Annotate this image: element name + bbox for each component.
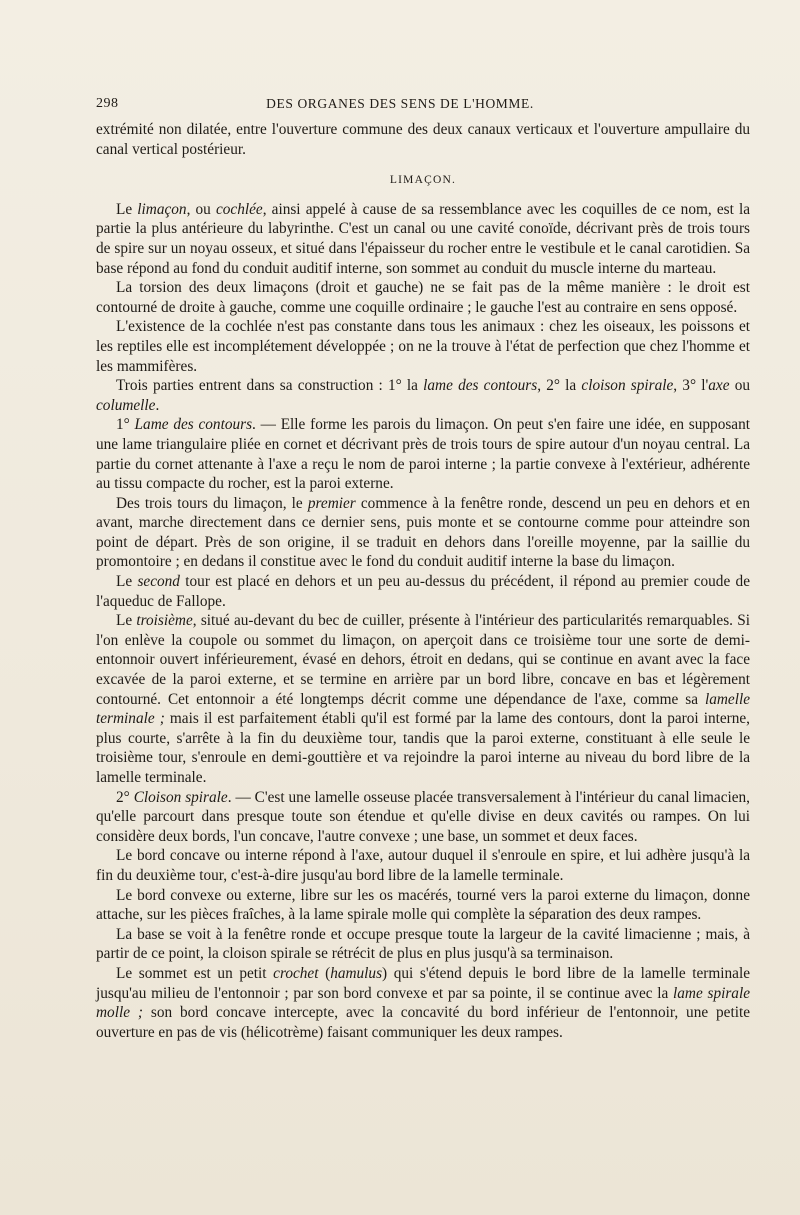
paragraph-torsion: La torsion des deux limaçons (droit et gauche) ne se fait pas de la même manière : le droit est contourné de droite à gauche, comme une coquille ordinaire ; le gauche l'est au contraire en sens opposé. bbox=[96, 279, 750, 316]
paragraph-cloison-spirale: 2° Cloison spirale. — C'est une lamelle osseuse placée transversalement à l'intérieur du canal limacien, qu'elle parcourt dans presque toute son étendue et qu'elle divise en deux cavités ou rampes. On lui considère deux bords, l'un concave, l'autre convexe ; une base, un sommet et deux faces. bbox=[96, 788, 750, 845]
paragraph-troisieme-tour: Le troisième, situé au-devant du bec de cuiller, présente à l'intérieur des particularités remarquables. Si l'on enlève la coupole ou sommet du limaçon, on aperçoit dans ce troisième tour une sorte de demi-entonnoir ouvert inférieurement, évasé en dehors, étroit en dedans, qui se continue en avant avec la face excavée de la paroi externe, et se termine en arrière par un bord libre, concave en bas et légèrement contourné. Cet entonnoir a été longtemps décrit comme une dépendance de l'axe, comme sa lamelle terminale ; mais il est parfaitement établi qu'il est formé par la lame des contours, dont la paroi interne, plus courte, s'arrête à la fin du deuxième tour, tandis que la paroi externe, constituant à elle seule le troisième tour, s'enroule en demi-gouttière et va rejoindre la paroi interne au niveau du bord libre de la lamelle terminale. bbox=[96, 612, 751, 786]
page-number: 298 bbox=[96, 96, 119, 111]
intro-paragraph: extrémité non dilatée, entre l'ouverture commune des deux canaux verticaux et l'ouverture ampullaire du canal vertical postérieur. bbox=[96, 121, 750, 158]
page-body bbox=[96, 120, 750, 1042]
paragraph-lame-des-contours: 1° Lame des contours. — Elle forme les parois du limaçon. On peut s'en faire une idée, en supposant une lame triangulaire pliée en cornet et décrivant près de trois tours de spire autour d'un noyau central. La partie du cornet attenante à l'axe a reçu le nom de paroi interne ; la partie convexe à l'extérieur, adhérente au tissu compacte du rocher, est la paroi externe. bbox=[96, 416, 750, 493]
paragraph-bord-convexe: Le bord convexe ou externe, libre sur les os macérés, tourné vers la paroi externe du limaçon, donne attache, sur les pièces fraîches, à la lame spirale molle qui complète la séparation des deux rampes. bbox=[96, 886, 750, 924]
running-title: DES ORGANES DES SENS DE L'HOMME. bbox=[266, 96, 534, 111]
page-header bbox=[96, 96, 704, 116]
paragraph-base: La base se voit à la fenêtre ronde et occupe presque toute la largeur de la cavité limacienne ; mais, à partir de ce point, la cloison spirale se rétrécit de plus en plus jusqu'à sa terminaison. bbox=[96, 925, 750, 963]
paragraph-three-parts: Trois parties entrent dans sa construction : 1° la lame des contours, 2° la cloison spirale, 3° l'axe ou columelle. bbox=[96, 377, 750, 414]
paragraph-limacon-definition: Le limaçon, ou cochlée, ainsi appelé à cause de sa ressemblance avec les coquilles de ce nom, est la partie la plus antérieure du labyrinthe. C'est un canal ou une cavité conoïde, décrivant près de trois tours de spire sur un noyau osseux, et situé dans l'épaisseur du rocher entre le vestibule et le canal carotidien. Sa base répond au fond du conduit auditif interne, son sommet au conduit du muscle interne du marteau. bbox=[96, 200, 750, 277]
paragraph-existence: L'existence de la cochlée n'est pas constante dans tous les animaux : chez les oiseaux, les poissons et les reptiles elle est incomplétement développée ; on ne la trouve à l'état de perfection que chez l'homme et les mammifères. bbox=[96, 318, 750, 375]
paragraph-bord-concave: Le bord concave ou interne répond à l'axe, autour duquel il s'enroule en spire, et lui adhère jusqu'à la fin du deuxième tour, c'est-à-dire jusqu'au bord libre de la lamelle terminale. bbox=[96, 847, 750, 884]
paragraph-premier-tour: Des trois tours du limaçon, le premier commence à la fenêtre ronde, descend un peu en dehors et en avant, marche directement dans ce dernier sens, puis monte et se contourne comme pour atteindre son point de départ. Près de son origine, il se traduit en dehors dans l'oreille moyenne, par la saillie du promontoire ; en dedans il constitue avec le fond du conduit auditif interne la base du limaçon. bbox=[96, 494, 750, 571]
paragraph-second-tour: Le second tour est placé en dehors et un peu au-dessus du précédent, il répond au premier coude de l'aqueduc de Fallope. bbox=[96, 573, 750, 610]
section-title: LIMAÇON. bbox=[389, 174, 457, 187]
paragraph-sommet: Le sommet est un petit crochet (hamulus) qui s'étend depuis le bord libre de la lamelle terminale jusqu'au milieu de l'entonnoir ; par son bord convexe et par sa pointe, il se continue avec la lame spirale molle ; son bord concave intercepte, avec la concavité du bord inférieur de l'entonnoir, une petite ouverture en pas de vis (hélicotrème) faisant communiquer les deux rampes. bbox=[96, 964, 751, 1041]
